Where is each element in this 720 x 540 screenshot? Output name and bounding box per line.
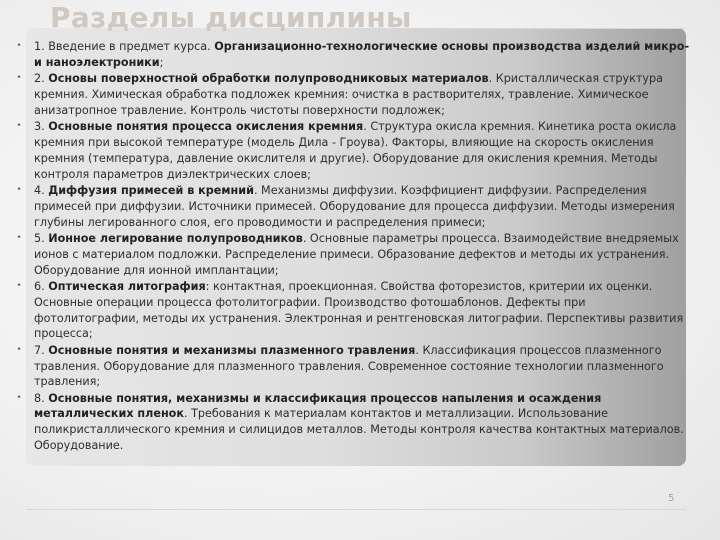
discipline-sections-list (14, 39, 694, 454)
item-prefix: 4. (34, 183, 49, 197)
item-text: . Классификация процессов плазменного травления. Оборудование для плазменного травления. Современное состояние технологии плазменного травления; (34, 343, 664, 389)
item-prefix: 7. (34, 343, 49, 357)
item-prefix: 1. Введение в предмет курса. (34, 40, 215, 53)
bullet-icon: • (16, 73, 22, 84)
list-item (14, 391, 694, 454)
bullet-icon: • (16, 184, 22, 195)
item-prefix: 3. (34, 120, 49, 134)
list-item (14, 343, 694, 390)
item-prefix: 2. (34, 72, 49, 86)
list-item (14, 183, 694, 230)
list-item (14, 119, 694, 182)
page-number: 5 (668, 493, 675, 504)
item-prefix: 8. (34, 391, 49, 405)
bullet-icon: • (16, 280, 22, 291)
bullet-icon: • (16, 41, 22, 51)
bullet-icon: • (16, 344, 22, 355)
item-bold-heading: Основные понятия процесса окисления кремния (48, 120, 364, 134)
bullet-icon: • (16, 121, 22, 132)
item-text: . Основные параметры процесса. Взаимодействие внедряемых ионов с материалом подложки. Распределение примеси. Образование дефектов и методы их устранения. Оборудование для ионной имплантации; (34, 231, 679, 277)
list-item (14, 279, 694, 342)
bullet-icon: • (16, 232, 22, 243)
item-bold-heading: Диффузия примесей в кремний (48, 183, 254, 197)
item-bold-heading: Основы поверхностной обработки полупроводниковых материалов (48, 72, 489, 86)
item-bold-heading: Основные понятия и механизмы плазменного травления (48, 343, 416, 357)
item-text: . Структура окисла кремния. Кинетика роста окисла кремния при высокой температуре (модель Дила - Гроува). Факторы, влияющие на скорость окисления кремния (температура, давление окислителя и другие). Оборудование для окисления кремния. Методы контроля параметров диэлектрических слоев; (34, 120, 677, 181)
list-item (14, 39, 694, 71)
footer-divider (26, 509, 686, 510)
item-text: . Механизмы диффузии. Коэффициент диффузии. Распределения примесей при диффузии. Источники примесей. Оборудование для процесса диффузии. Методы измерения глубины легированного слоя, его проводимости и распределения примеси; (34, 183, 675, 229)
item-text: ; (159, 55, 164, 69)
item-bold-heading: Организационно-технологические основы производства изделий микро- и наноэлектроники (34, 40, 690, 69)
title-divider (446, 28, 686, 29)
list-item (14, 71, 694, 118)
item-bold-heading: Оптическая литография (48, 279, 206, 293)
bullet-icon: • (16, 392, 22, 403)
list-item (14, 231, 694, 278)
item-text: . Требования к материалам контактов и металлизации. Использование поликристаллического кремния и силицидов металлов. Методы контроля качества контактных материалов. Оборудование. (34, 407, 684, 453)
item-bold-heading: Основные понятия, механизмы и классификация процессов напыления и осаждения металлических пленок (34, 391, 602, 421)
slide-title: Разделы дисциплины (50, 1, 412, 34)
item-prefix: 6. (34, 279, 49, 293)
item-prefix: 5. (34, 231, 49, 245)
item-text: : контактная, проекционная. Свойства фоторезистов, критерии их оценки. Основные операции процесса фотолитографии. Производство фотошаблонов. Дефекты при фотолитографии, методы их устранения. Электронная и рентгеновская литографии. Перспективы развития процесса; (34, 279, 684, 341)
item-text: . Кристаллическая структура кремния. Химическая обработка подложек кремния: очистка в растворителях, травление. Химическое анизатропное травление. Контроль чистоты поверхности подложек; (34, 72, 663, 117)
item-bold-heading: Ионное легирование полупроводников (48, 231, 303, 245)
